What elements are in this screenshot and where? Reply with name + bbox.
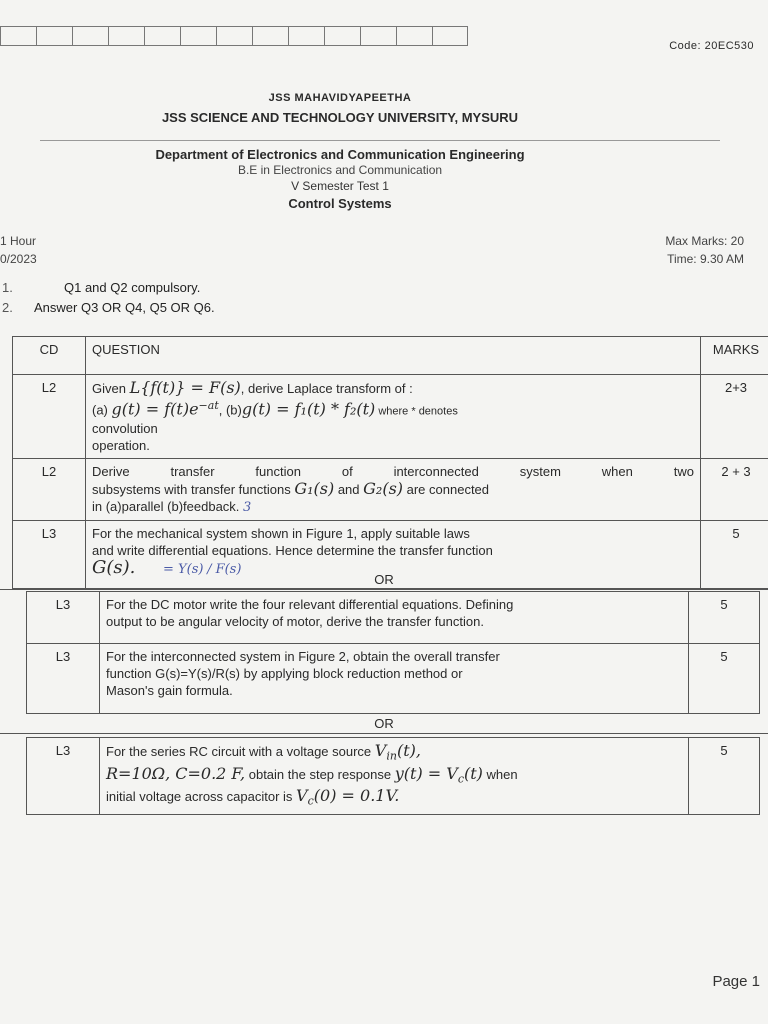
question-6: For the series RC circuit with a voltage source $V_{in}(t)$, R=10Ω, C=0.2 F, obtain the step response $y(t) = V_c(t)$ when initial voltage across capacitor is $V_c(0) = 0.1V$.	[100, 738, 689, 815]
date: 0/2023	[0, 252, 37, 266]
course-title: Control Systems	[288, 196, 392, 211]
handwritten-note: / F(s)	[207, 562, 242, 578]
divider	[0, 733, 768, 734]
question-4: For the DC motor write the four relevant differential equations. Defining output to be angular velocity of motor, derive the transfer function.	[100, 592, 689, 644]
course-code: Code: 20EC530	[669, 40, 754, 52]
page-number: Page 1	[712, 973, 760, 990]
duration: 1 Hour	[0, 234, 37, 248]
time: Time: 9.30 AM	[667, 252, 744, 266]
header-question: QUESTION	[86, 337, 701, 375]
question-table	[12, 336, 768, 589]
header-cd: CD	[13, 337, 86, 375]
divider	[0, 589, 768, 590]
question-2: Derive transfer function of interconnected system when two subsystems with transfer functions G₁(s) and G₂(s) are connected in (a)parallel (b)feedback. 3	[86, 459, 701, 521]
question-3: For the mechanical system shown in Figure 1, apply suitable laws and write differential equations. Hence determine the transfer function G(s). = Y(s) / F(s)	[86, 521, 701, 589]
question-1: Given L{f(t)} = F(s), derive Laplace transform of : (a) $g(t) = f(t)e^{-at}$, (b)g(t) = f₁(t) * f₂(t) where * denotes convolution operation.	[86, 375, 701, 459]
instruction-1: 1. Q1 and Q2 compulsory.	[2, 280, 201, 295]
or-label: OR	[374, 716, 394, 731]
table-row: L2 Derive transfer function of interconnected system when two subsystems with transfer functions G₁(s) and G₂(s) are connected in (a)parallel (b)feedback. 3 2 + 3	[13, 459, 768, 521]
handwritten-note: = Y(s)	[163, 562, 204, 578]
org-name: JSS MAHAVIDYAPEETHA	[268, 92, 412, 104]
question-5: For the interconnected system in Figure 2, obtain the overall transfer function G(s)=Y(s)/R(s) by applying block reduction method or Mason's gain formula.	[100, 644, 689, 714]
or-label: OR	[374, 572, 394, 587]
usn-boxes	[0, 26, 468, 46]
question-table	[26, 591, 760, 714]
divider	[40, 140, 720, 141]
question-table	[26, 737, 760, 815]
table-row: L3 For the DC motor write the four relevant differential equations. Defining output to be angular velocity of motor, derive the transfer function. 5	[27, 592, 760, 644]
instruction-2: 2. Answer Q3 OR Q4, Q5 OR Q6.	[2, 300, 215, 315]
programme: B.E in Electronics and Communication	[237, 163, 443, 177]
max-marks: Max Marks: 20	[665, 234, 744, 248]
header-marks: MARKS	[701, 337, 768, 375]
table-row: L3 For the mechanical system shown in Figure 1, apply suitable laws and write differential equations. Hence determine the transfer function G(s). = Y(s) / F(s) 5	[13, 521, 768, 589]
table-row: L3 For the interconnected system in Figure 2, obtain the overall transfer function G(s)=Y(s)/R(s) by applying block reduction method or Mason's gain formula. 5	[27, 644, 760, 714]
university-name: JSS SCIENCE AND TECHNOLOGY UNIVERSITY, MYSURU	[161, 110, 519, 125]
department: Department of Electronics and Communication Engineering	[155, 147, 525, 162]
handwritten-note: 3	[243, 500, 252, 516]
semester: V Semester Test 1	[291, 179, 389, 193]
table-row: L2 Given L{f(t)} = F(s), derive Laplace transform of : (a) $g(t) = f(t)e^{-at}$, (b)g(t) = f₁(t) * f₂(t) where * denotes convolution operation. 2+3	[13, 375, 768, 459]
table-row: L3 For the series RC circuit with a voltage source $V_{in}(t)$, R=10Ω, C=0.2 F, obtain the step response $y(t) = V_c(t)$ when initial voltage across capacitor is $V_c(0) = 0.1V$. 5	[27, 738, 760, 815]
